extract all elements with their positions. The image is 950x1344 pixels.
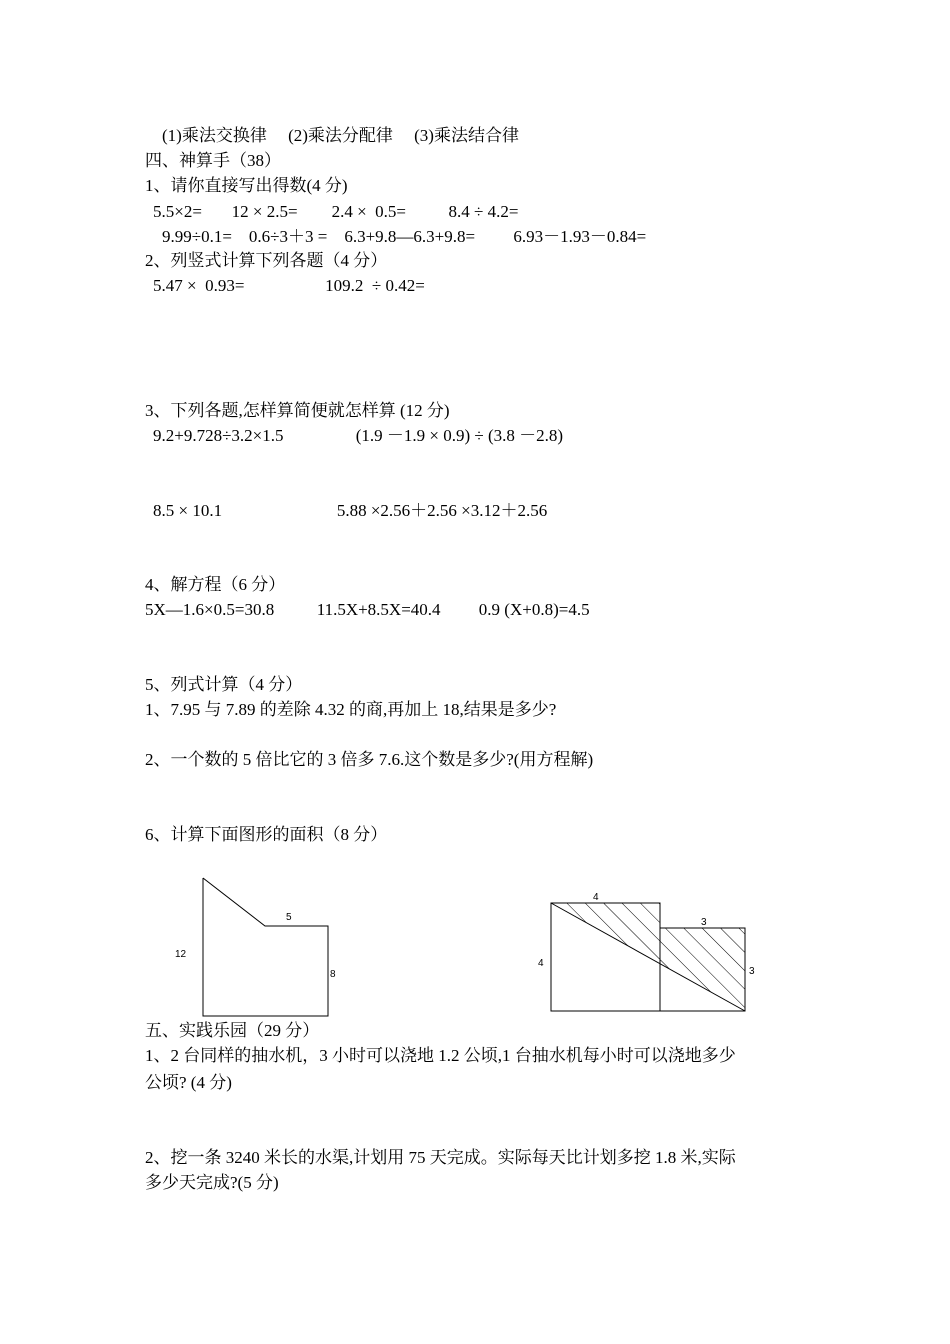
q5-item-1: 1、7.95 与 7.89 的差除 4.32 的商,再加上 18,结果是多少? (145, 700, 557, 719)
fig1-left-label: 12 (175, 949, 187, 960)
fig1-top-label: 5 (286, 912, 292, 923)
fig2-left-label: 4 (538, 958, 544, 969)
q3-row-2: 8.5 × 10.1 5.88 ×2.56＋2.56 ×3.12＋2.56 (153, 501, 548, 520)
section-5-title: 五、实践乐园（29 分） (145, 1021, 320, 1040)
figure-pentagon (165, 870, 355, 1020)
q5-title: 5、列式计算（4 分） (145, 675, 303, 694)
fig1-right-label: 8 (330, 969, 336, 980)
q2-title: 2、列竖式计算下列各题（4 分） (145, 251, 388, 270)
q6-title: 6、计算下面图形的面积（8 分） (145, 825, 388, 844)
figure-two-squares (530, 885, 770, 1015)
q4-title: 4、解方程（6 分） (145, 575, 286, 594)
s5-q1-line-2: 公顷? (4 分) (145, 1073, 232, 1092)
q1-title: 1、请你直接写出得数(4 分) (145, 176, 348, 195)
section-4-title: 四、神算手（38） (145, 151, 281, 170)
q1-row-2: 9.99÷0.1= 0.6÷3＋3 = 6.3+9.8—6.3+9.8= 6.93－1.93－0.84= (162, 227, 647, 246)
s5-q2-line-2: 多少天完成?(5 分) (145, 1173, 279, 1192)
q3-title: 3、下列各题,怎样算简便就怎样算 (12 分) (145, 401, 450, 420)
q4-row-1: 5X—1.6×0.5=30.8 11.5X+8.5X=40.4 0.9 (X+0.8)=4.5 (145, 600, 590, 619)
s5-q1-line-1: 1、2 台同样的抽水机，3 小时可以浇地 1.2 公顷,1 台抽水机每小时可以浇地多少 (145, 1046, 736, 1065)
q2-row-1: 5.47 × 0.93= 109.2 ÷ 0.42= (153, 276, 425, 295)
fig2-top-right-label: 3 (701, 917, 707, 928)
q1-row-1: 5.5×2= 12 × 2.5= 2.4 × 0.5= 8.4 ÷ 4.2= (153, 202, 519, 221)
q3-row-1: 9.2+9.728÷3.2×1.5 (1.9 －1.9 × 0.9) ÷ (3.8 －2.8) (153, 426, 564, 445)
fig2-right-label: 3 (749, 966, 755, 977)
s5-q2-line-1: 2、挖一条 3240 米长的水渠,计划用 75 天完成。实际每天比计划多挖 1.8 米,实际 (145, 1148, 736, 1167)
multiplication-laws-options: (1)乘法交换律 (2)乘法分配律 (3)乘法结合律 (162, 126, 519, 145)
q5-item-2: 2、一个数的 5 倍比它的 3 倍多 7.6.这个数是多少?(用方程解) (145, 750, 594, 769)
fig2-top-left-label: 4 (593, 892, 599, 903)
